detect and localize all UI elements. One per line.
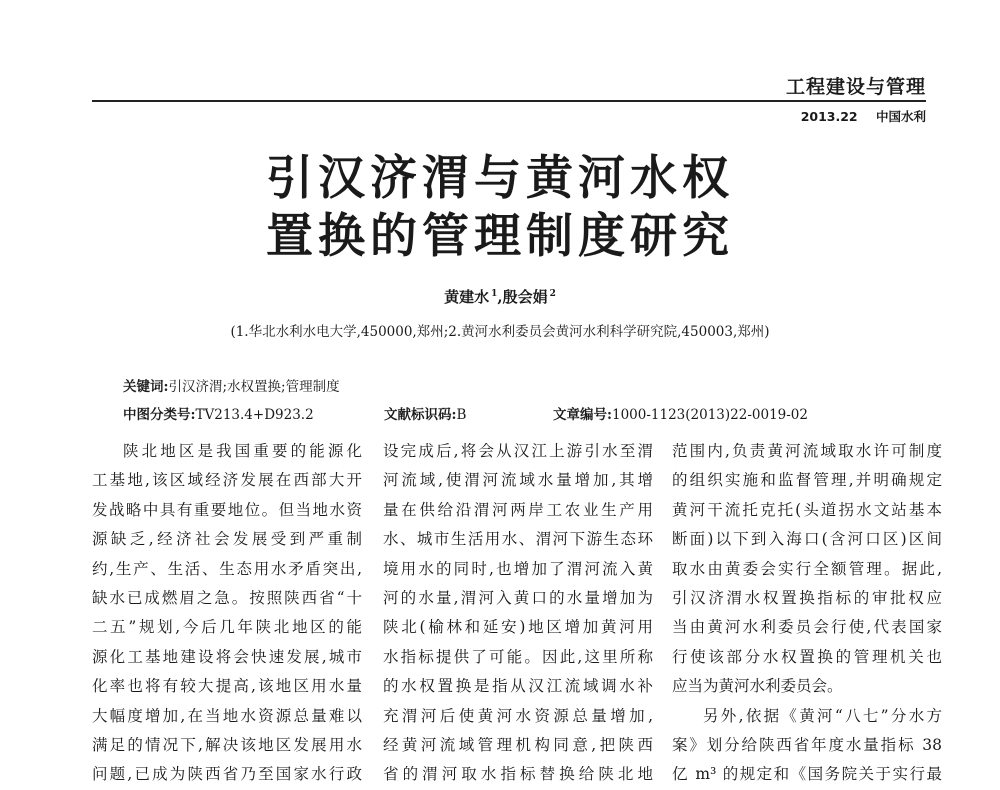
- body-line: 范围内,负责黄河流域取水许可制度: [672, 442, 942, 460]
- author-2-mark: 2: [549, 289, 556, 299]
- title-line-1: 引汉济渭与黄河水权: [266, 151, 734, 206]
- clc-code: [123, 403, 314, 423]
- body-line: 约,生产、生活、生态用水矛盾突出,: [92, 559, 362, 578]
- body-line: 经黄河流域管理机构同意,把陕西: [383, 736, 653, 755]
- issue-line: [801, 107, 926, 125]
- body-line: 案》划分给陕西省年度水量指标 38: [672, 736, 942, 755]
- author-separator: ,: [497, 288, 503, 306]
- body-line: 陕北(榆林和延安)地区增加黄河用: [383, 618, 653, 637]
- body-line: 工基地,该区域经济发展在西部大开: [92, 471, 362, 490]
- article-title: [0, 150, 1000, 266]
- body-line: 河流域,使渭河流域水量增加,其增: [383, 471, 653, 490]
- body-line: 当由黄河水利委员会行使,代表国家: [672, 618, 942, 637]
- author-1: 黄建水: [444, 288, 490, 306]
- body-line: 引汉济渭水权置换指标的审批权应: [672, 589, 942, 608]
- author-1-mark: 1: [491, 289, 498, 299]
- body-line: 源化工基地建设将会快速发展,城市: [92, 647, 362, 666]
- body-column-3: [672, 437, 942, 790]
- clc-value: TV213.4+D923.2: [195, 407, 314, 423]
- body-line: 问题,已成为陕西省乃至国家水行政: [92, 765, 362, 784]
- article-no-label: 文章编号:: [553, 407, 612, 423]
- keywords-value: 引汉济渭;水权置换;管理制度: [168, 379, 340, 395]
- body-column-2: [383, 437, 653, 790]
- body-line: 取水由黄委会实行全额管理。据此,: [672, 559, 942, 578]
- body-line: 亿 m³ 的规定和《国务院关于实行最: [672, 765, 942, 784]
- body-line: 缺水已成燃眉之急。按照陕西省“十: [92, 589, 362, 608]
- header-rule: [92, 100, 926, 102]
- body-line: 省的渭河取水指标替换给陕北地: [383, 765, 653, 784]
- doc-code-label: 文献标识码:: [384, 407, 457, 423]
- body-line: 量在供给沿渭河两岸工农业生产用: [383, 500, 653, 519]
- body-line: 另外,依据《黄河“八七”分水方: [703, 706, 942, 725]
- keywords-label: 关键词:: [123, 379, 169, 395]
- title-line-2: 置换的管理制度研究: [266, 209, 734, 264]
- body-line: 应当为黄河水利委员会。: [672, 677, 843, 696]
- body-line: 源缺乏,经济社会发展受到严重制: [92, 530, 362, 549]
- authors: [0, 286, 1000, 307]
- body-line: 黄河干流托克托(头道拐水文站基本: [672, 500, 942, 519]
- body-line: 河的水量,渭河入黄口的水量增加为: [383, 589, 653, 608]
- document-code: [384, 403, 466, 423]
- section-label: 工程建设与管理: [785, 76, 926, 98]
- body-line: 水指标提供了可能。因此,这里所称: [383, 647, 653, 666]
- doc-code-value: B: [456, 407, 467, 423]
- body-line: 二五”规划,今后几年陕北地区的能: [92, 618, 362, 637]
- body-line: 大幅度增加,在当地水资源总量难以: [92, 706, 362, 725]
- body-line: 断面)以下到入海口(含河口区)区间: [672, 530, 942, 549]
- issue-number: 2013.22: [800, 109, 858, 124]
- body-line: 的水权置换是指从汉江流域调水补: [383, 677, 653, 696]
- body-column-1: [92, 437, 362, 790]
- body-line: 设完成后,将会从汉江上游引水至渭: [383, 442, 653, 460]
- body-line: 充渭河后使黄河水资源总量增加,: [383, 706, 653, 725]
- article-number: [553, 403, 808, 423]
- body-line: 满足的情况下,解决该地区发展用水: [92, 736, 362, 755]
- body-line: 化率也将有较大提高,该地区用水量: [92, 677, 362, 696]
- body-line: 水、城市生活用水、渭河下游生态环: [383, 530, 653, 549]
- author-2: 殷会娟: [502, 288, 548, 306]
- keywords-line: [123, 375, 340, 395]
- journal-name: 中国水利: [875, 109, 926, 124]
- body-line: 陕北地区是我国重要的能源化: [123, 442, 362, 460]
- body-line: 境用水的同时,也增加了渭河流入黄: [383, 559, 653, 578]
- body-line: 行使该部分水权置换的管理机关也: [672, 647, 942, 666]
- affiliations: (1.华北水利水电大学,450000,郑州;2.黄河水利委员会黄河水利科学研究院,450003,郑州): [230, 324, 770, 340]
- article-no-value: 1000-1123(2013)22-0019-02: [611, 407, 808, 423]
- clc-label: 中图分类号:: [123, 407, 196, 423]
- body-line: 的组织实施和监督管理,并明确规定: [672, 471, 942, 490]
- body-line: 发战略中具有重要地位。但当地水资: [92, 500, 362, 519]
